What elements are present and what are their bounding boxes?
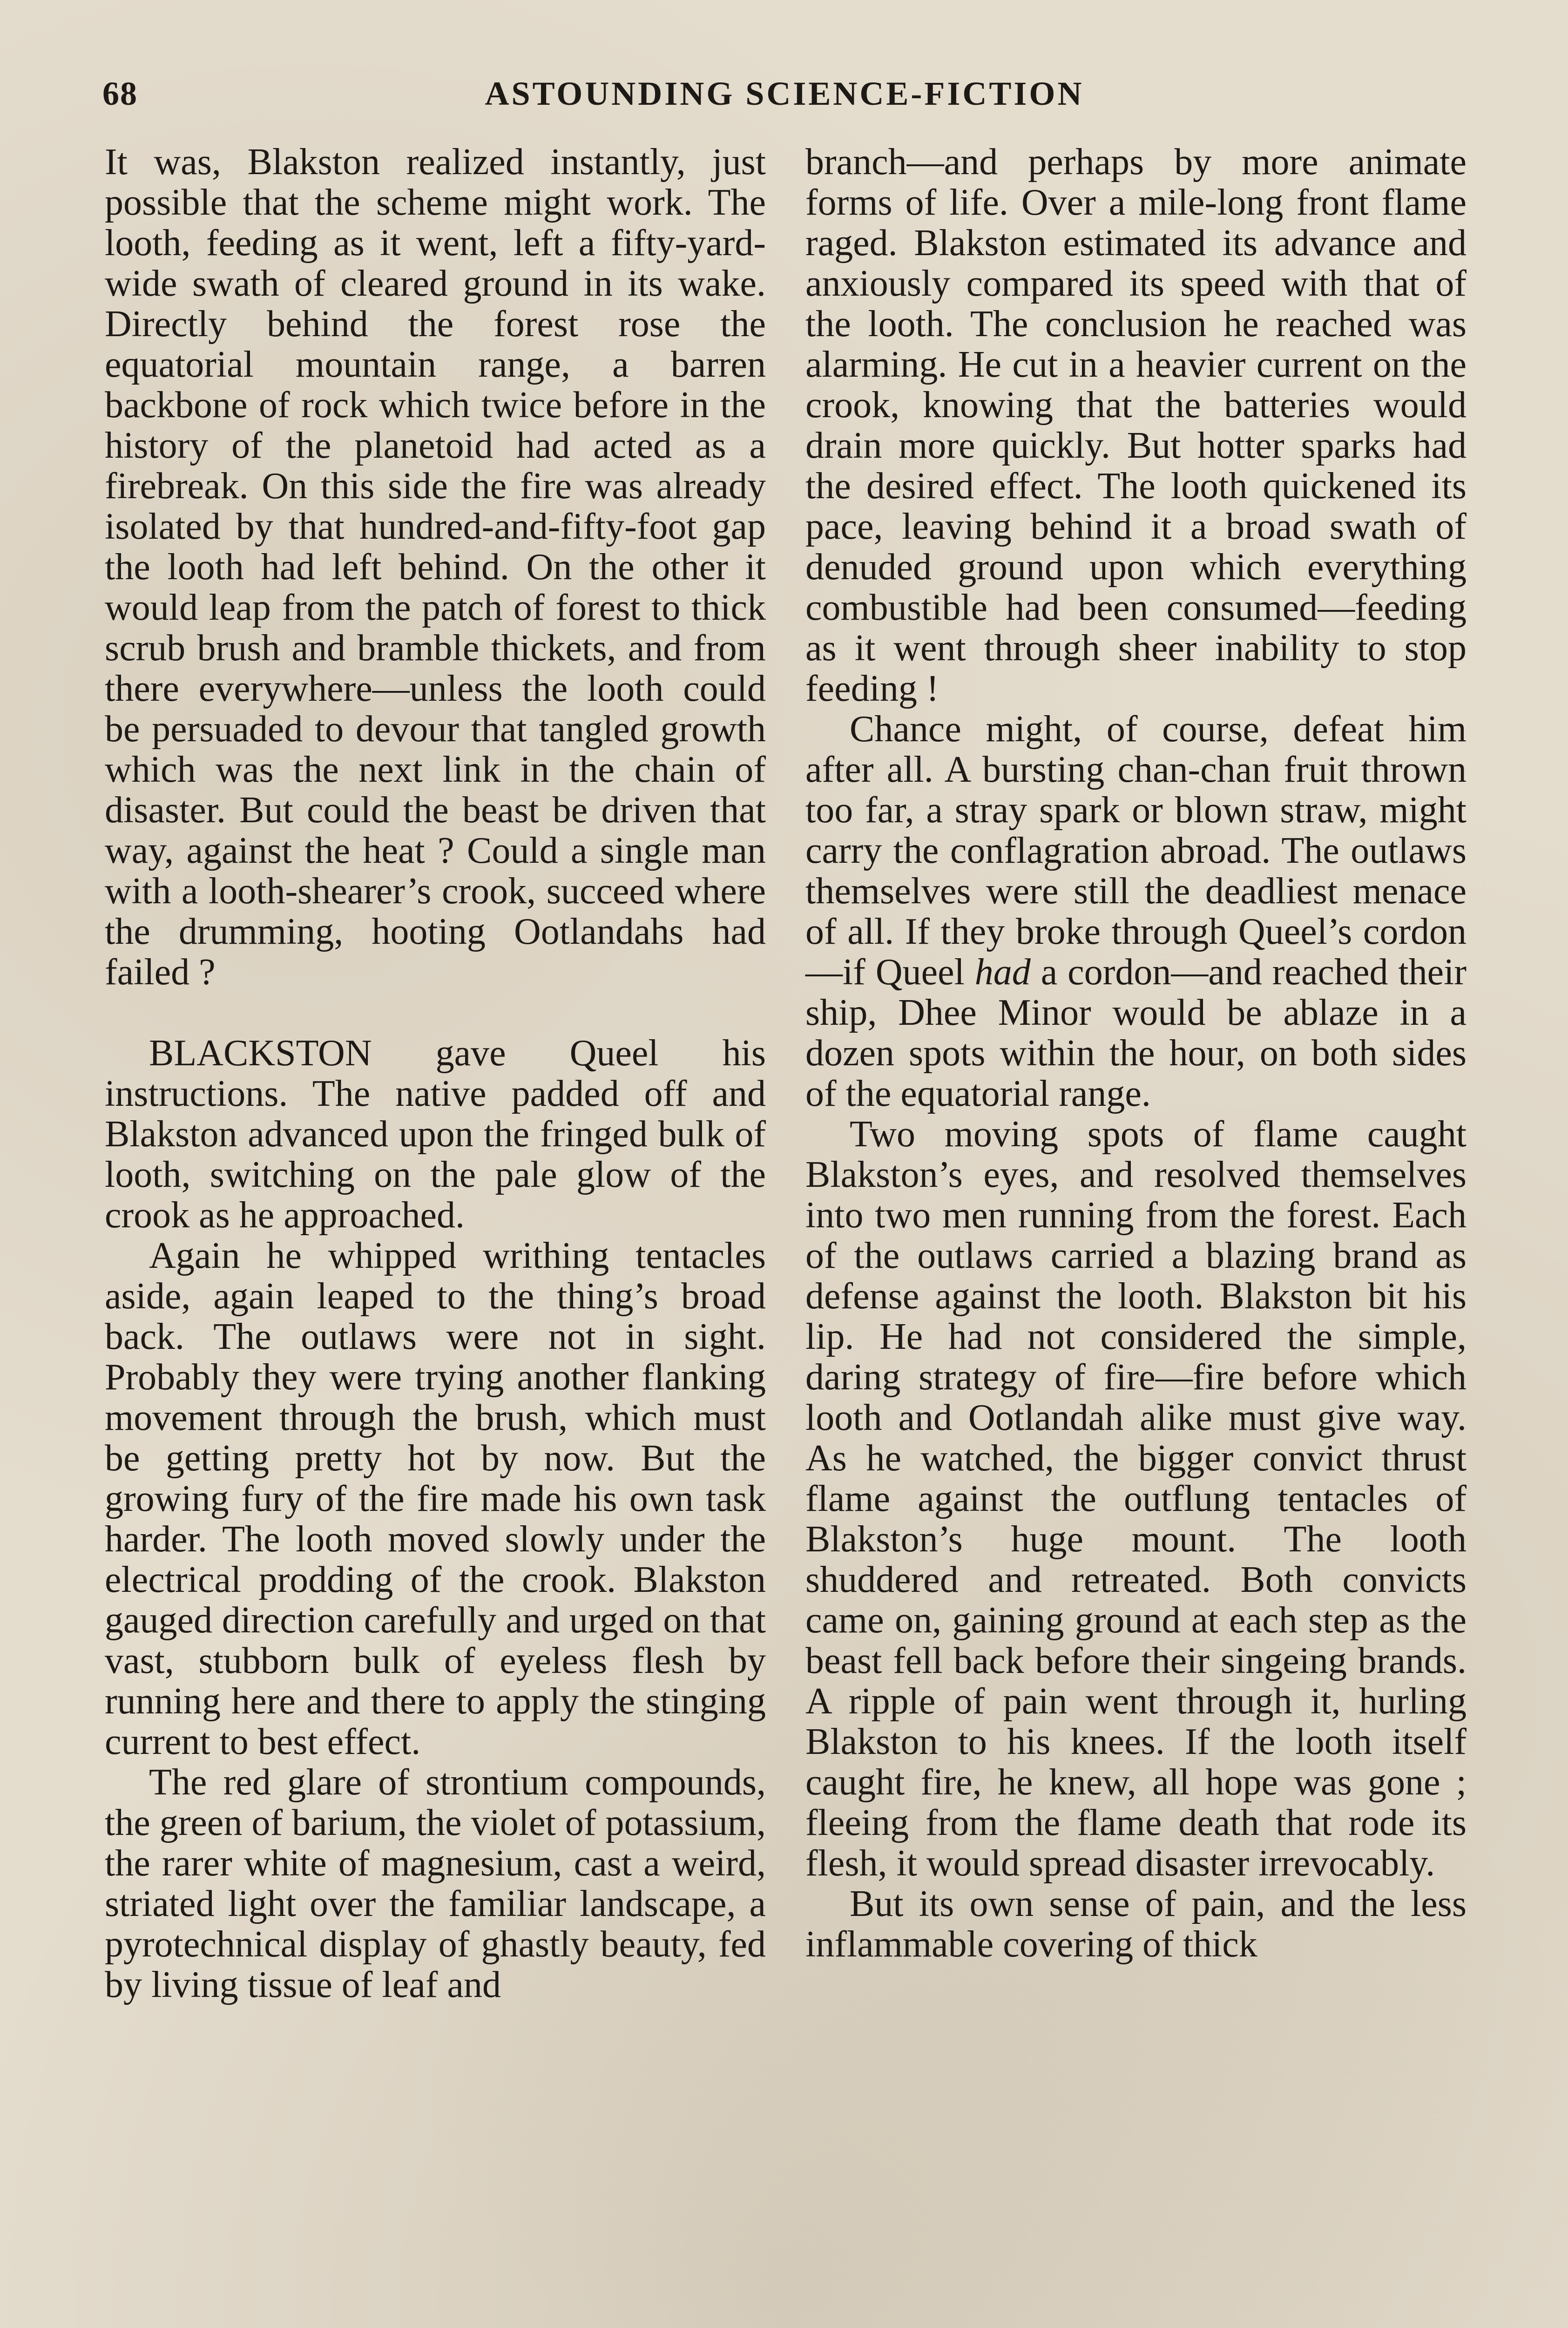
paragraph: Two moving spots of flame caught Blakston’s eyes, and resolved themselves into two men running from the forest. Each of the outlaws carried a blazing brand as defense against the looth. Blakston bit his lip. He had not considered the simple, daring strategy of fire—fire before which looth and Ootlandah alike must give way. As he watched, the bigger convict thrust flame against the outflung tentacles of Blakston’s huge mount. The looth shuddered and retreated. Both convicts came on, gaining ground at each step as the beast fell back before their singeing brands. A ripple of pain went through it, hurling Blakston to his knees. If the looth itself caught fire, he knew, all hope was gone ; fleeing from the flame death that rode its flesh, it would spread disaster irrevocably. [805,1114,1467,1884]
paragraph [805,709,1467,1114]
paragraph-text: a cordon—and reached their ship, Dhee Minor would be ablaze in a dozen spots within the hour, on both sides of the equatorial range. [805,952,1467,1114]
paragraph: BLACKSTON gave Queel his instructions. The native padded off and Blakston advanced upon the fringed bulk of looth, switching on the pale glow of the crook as he approached. [105,1033,766,1236]
left-column [105,142,766,2321]
page-number: 68 [102,75,138,112]
paragraph: The red glare of strontium compounds, the green of barium, the violet of potassium, the rarer white of magnesium, cast a weird, striated light over the familiar landscape, a pyrotechnical display of ghastly beauty, fed by living tissue of leaf and [105,1762,766,2005]
paragraph: branch—and perhaps by more animate forms of life. Over a mile-long front flame raged. Blakston estimated its advance and anxiously compared its speed with that of the looth. The conclusion he reached was alarming. He cut in a heavier current on the crook, knowing that the batteries would drain more quickly. But hotter sparks had the desired effect. The looth quickened its pace, leaving behind it a broad swath of denuded ground upon which everything combustible had been consumed—feeding as it went through sheer inability to stop feeding ! [805,142,1467,709]
running-title: ASTOUNDING SCIENCE-FICTION [485,75,1084,112]
right-column [805,142,1467,2321]
paragraph-text: Chance might, of course, defeat him after all. A bursting chan-chan fruit thrown too far, a stray spark or blown straw, might carry the conflagration abroad. The outlaws themselves were still the deadliest menace of all. If they broke through Queel’s cordon—if Queel [805,709,1467,993]
emphasis-text: had [974,952,1031,993]
running-header [102,70,1467,126]
paragraph: It was, Blakston realized instantly, just possible that the scheme might work. The looth, feeding as it went, left a fifty-yard-wide swath of cleared ground in its wake. Directly behind the forest rose the equatorial mountain range, a barren backbone of rock which twice before in the history of the planetoid had acted as a firebreak. On this side the fire was already isolated by that hundred-and-fifty-foot gap the looth had left behind. On the other it would leap from the patch of forest to thick scrub brush and bramble thickets, and from there everywhere—unless the looth could be persuaded to devour that tangled growth which was the next link in the chain of disaster. But could the beast be driven that way, against the heat ? Could a single man with a looth-shearer’s crook, succeed where the drumming, hooting Ootlandahs had failed ? [105,142,766,993]
paragraph: But its own sense of pain, and the less inflammable covering of thick [805,1883,1467,1965]
paragraph: Again he whipped writhing tentacles aside, again leaped to the thing’s broad back. The outlaws were not in sight. Probably they were trying another flanking movement through the brush, which must be getting pretty hot by now. But the growing fury of the fire made his own task harder. The looth moved slowly under the electrical prodding of the crook. Blakston gauged direction carefully and urged on that vast, stubborn bulk of eyeless flesh by running here and there to apply the stinging current to best effect. [105,1235,766,1762]
